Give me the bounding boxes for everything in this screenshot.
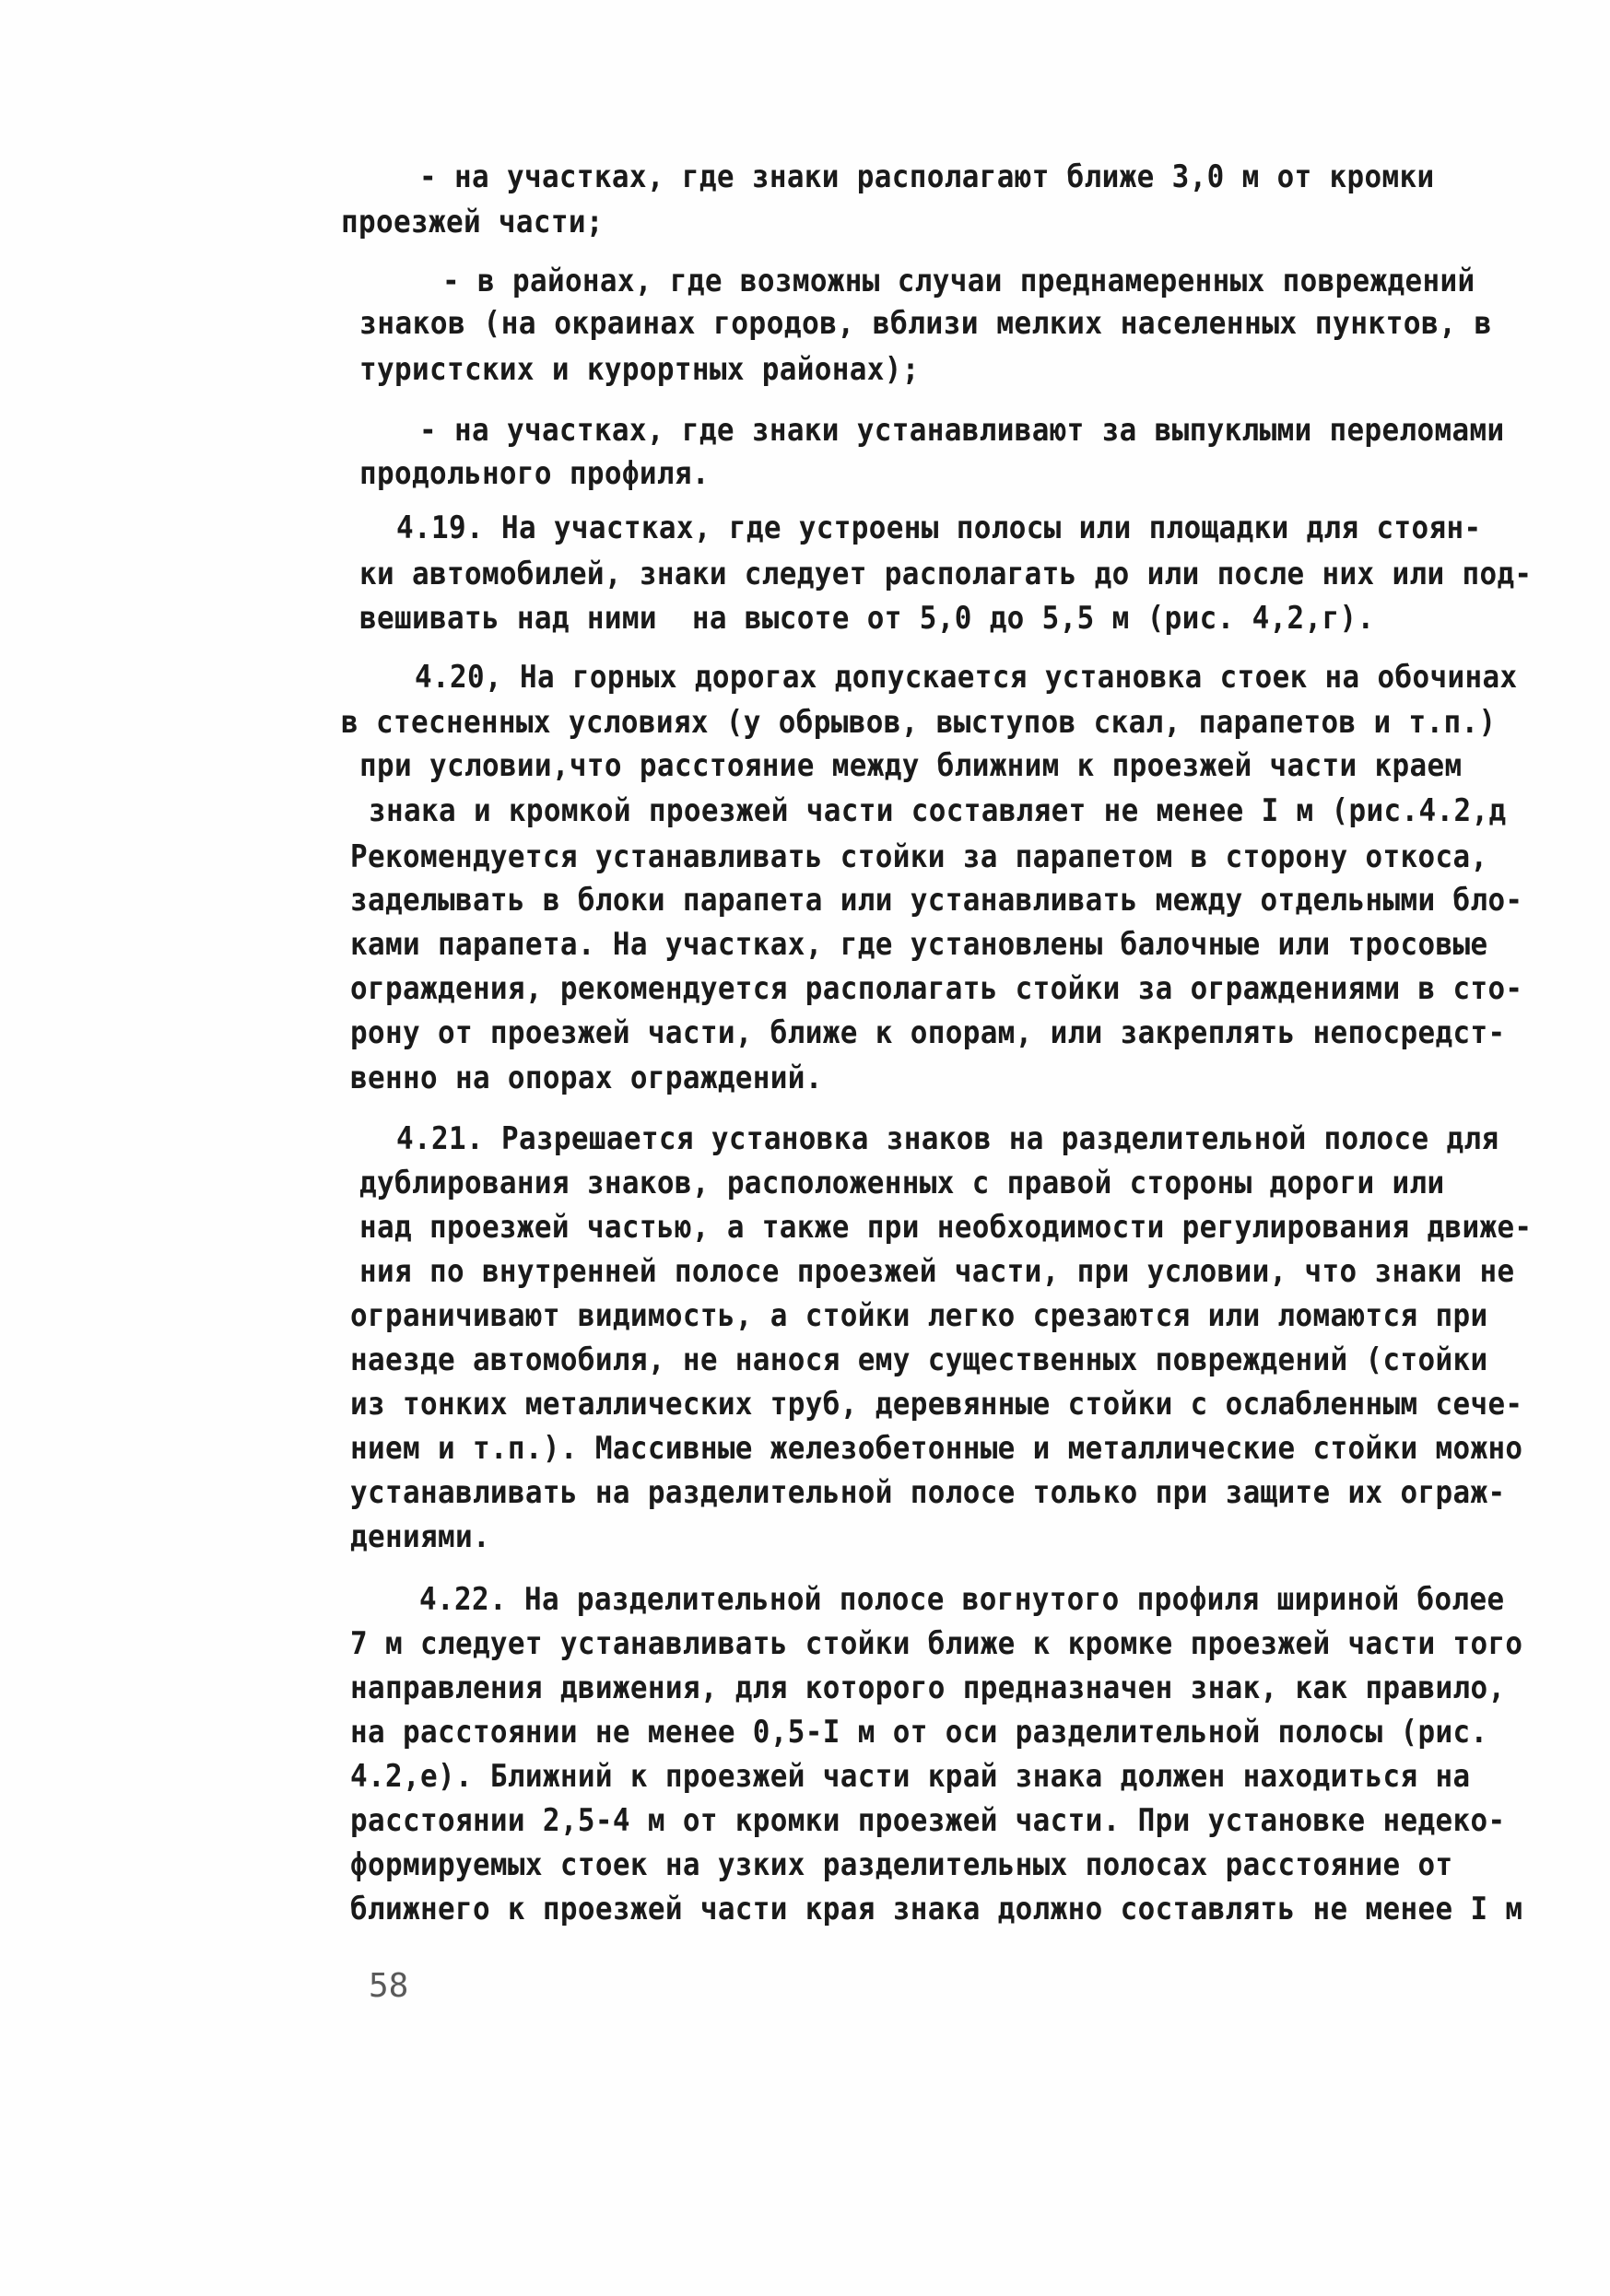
- text-line: - в районах, где возможны случаи преднамеренных повреждений: [442, 263, 1475, 299]
- text-line: на расстоянии не менее 0,5-I м от оси разделительной полосы (рис.: [350, 1714, 1488, 1751]
- text-line: расстоянии 2,5-4 м от кромки проезжей части. При установке недеко-: [350, 1802, 1506, 1839]
- text-line: 4.19. На участках, где устроены полосы или площадки для стоян-: [396, 510, 1482, 546]
- text-line: устанавливать на разделительной полосе только при защите их ограж-: [350, 1474, 1506, 1511]
- text-line: 4.20, На горных дорогах допускается установка стоек на обочинах: [415, 659, 1518, 696]
- text-line: из тонких металлических труб, деревянные стойки с ослабленным сече-: [350, 1386, 1523, 1423]
- text-line: дублирования знаков, расположенных с правой стороны дороги или: [359, 1165, 1445, 1201]
- text-line: нием и т.п.). Массивные железобетонные и металлические стойки можно: [350, 1430, 1523, 1467]
- text-line: вешивать над ними на высоте от 5,0 до 5,5 м (рис. 4,2,г).: [359, 600, 1375, 637]
- text-line: Рекомендуется устанавливать стойки за парапетом в сторону откоса,: [350, 838, 1488, 875]
- text-line: рону от проезжей части, ближе к опорам, или закреплять непосредст-: [350, 1014, 1506, 1051]
- text-line: дениями.: [350, 1518, 490, 1555]
- text-line: знаков (на окраинах городов, вблизи мелких населенных пунктов, в: [359, 305, 1492, 342]
- text-line: туристских и курортных районах);: [359, 351, 920, 388]
- text-line: ки автомобилей, знаки следует располагать до или после них или под-: [359, 556, 1533, 592]
- text-line: наезде автомобиля, не нанося ему существенных повреждений (стойки: [350, 1341, 1488, 1378]
- text-line: 4.2,е). Ближний к проезжей части край знака должен находиться на: [350, 1758, 1471, 1795]
- text-line: 7 м следует устанавливать стойки ближе к кромке проезжей части того: [350, 1625, 1523, 1662]
- text-line: ния по внутренней полосе проезжей части, при условии, что знаки не: [359, 1253, 1515, 1290]
- text-line: при условии,что расстояние между ближним к проезжей части краем: [359, 747, 1463, 784]
- text-line: - на участках, где знаки располагают ближе 3,0 м от кромки: [419, 158, 1435, 195]
- text-line: продольного профиля.: [359, 455, 710, 492]
- text-line: ками парапета. На участках, где установлены балочные или тросовые: [350, 926, 1488, 963]
- text-line: знака и кромкой проезжей части составляет не менее I м (рис.4.2,д: [369, 792, 1507, 829]
- text-line: - на участках, где знаки устанавливают за выпуклыми переломами: [419, 412, 1505, 449]
- text-line: направления движения, для которого предназначен знак, как правило,: [350, 1669, 1506, 1706]
- text-line: венно на опорах ограждений.: [350, 1060, 823, 1096]
- text-line: 4.21. Разрешается установка знаков на разделительной полосе для: [396, 1120, 1499, 1157]
- text-line: 4.22. На разделительной полосе вогнутого профиля шириной более: [419, 1581, 1505, 1618]
- text-line: ограничивают видимость, а стойки легко срезаются или ломаются при: [350, 1297, 1488, 1334]
- text-line: ограждения, рекомендуется располагать стойки за ограждениями в сто-: [350, 970, 1523, 1007]
- text-line: формируемых стоек на узких разделительных полосах расстояние от: [350, 1846, 1453, 1883]
- text-line: ближнего к проезжей части края знака должно составлять не менее I м: [350, 1891, 1523, 1927]
- page-number: 58: [369, 1967, 409, 2005]
- text-line: проезжей части;: [341, 204, 604, 240]
- text-line: заделывать в блоки парапета или устанавливать между отдельными бло-: [350, 882, 1523, 919]
- text-line: в стесненных условиях (у обрывов, выступов скал, парапетов и т.п.): [341, 704, 1497, 741]
- text-line: над проезжей частью, а также при необходимости регулирования движе-: [359, 1209, 1533, 1246]
